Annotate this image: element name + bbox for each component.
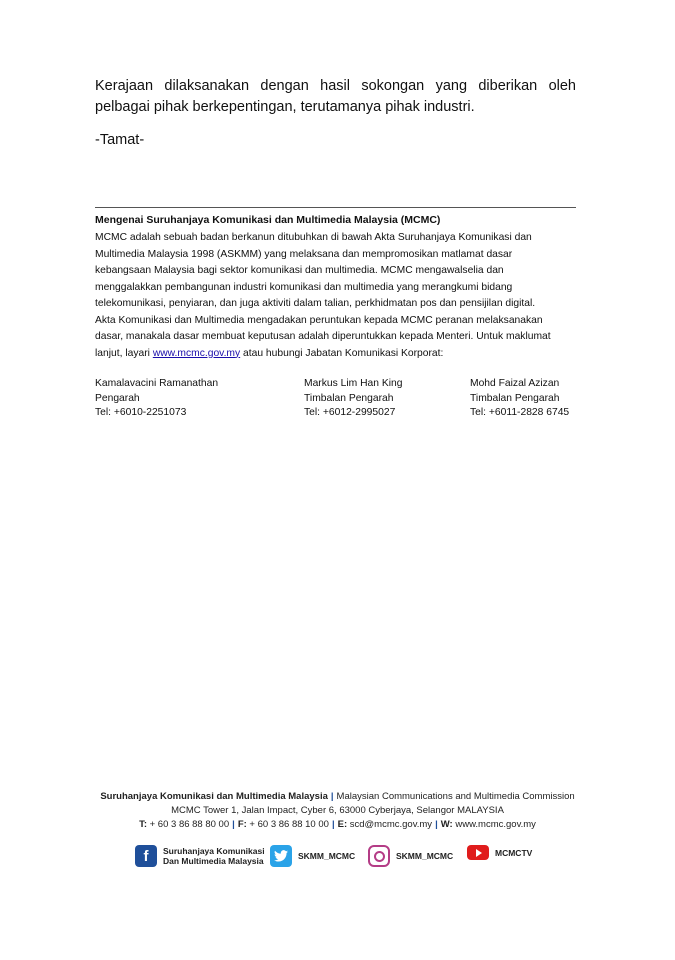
footer-contact-line [0,818,675,832]
social-twitter[interactable] [270,845,355,867]
footer-fax: + 60 3 86 88 10 00 [249,819,329,830]
contact-tel: Tel: +6011-2828 6745 [470,407,570,418]
contact-tel: Tel: +6012-2995027 [304,407,396,418]
social-youtube[interactable] [467,845,532,860]
youtube-icon [467,845,489,860]
about-last-prefix: lanjut, layari [95,347,153,359]
facebook-label [163,846,265,866]
instagram-label: SKMM_MCMC [396,851,454,861]
facebook-label-line2: Dan Multimedia Malaysia [163,856,264,866]
footer-separator: | [435,819,438,830]
contact-role: Timbalan Pengarah [470,392,560,404]
youtube-label: MCMCTV [495,847,533,858]
footer-phone: + 60 3 86 88 80 00 [149,819,230,830]
contact-kamalavacini [95,377,218,421]
email-label: E: [337,819,348,830]
contact-markus [304,377,402,421]
about-line: menggalakkan pembangunan industri komunikasi dan multimedia yang merangkumi bidang [95,281,513,293]
section-divider [95,207,576,208]
contact-tel: Tel: +6010-2251073 [95,407,187,418]
footer-org-line [0,790,675,804]
contact-name: Kamalavacini Ramanathan [95,378,219,389]
about-line: telekomunikasi, penyiaran, dan juga aktiviti dalam talian, perkhidmatan pos dan pensijilan digital. [95,298,536,309]
footer-email: scd@mcmc.gov.my [349,819,433,830]
about-line: Multimedia Malaysia 1998 (ASKMM) yang melaksana dan mempromosikan matlamat dasar [95,248,513,260]
footer-separator: | [331,819,335,830]
letterhead-footer [0,790,675,832]
about-line: Akta Komunikasi dan Multimedia mengadakan peruntukan kepada MCMC peranan melaksanakan [95,314,543,326]
mcmc-website-link[interactable]: www.mcmc.gov.my [152,347,241,359]
facebook-icon: f [135,845,157,867]
footer-address: MCMC Tower 1, Jalan Impact, Cyber 6, 63000 Cyberjaya, Selangor MALAYSIA [171,805,504,816]
intro-paragraph: Kerajaan dilaksanakan dengan hasil sokongan yang diberikan oleh pelbagai pihak berkepentingan, terutamanya pihak industri. [95,78,576,115]
phone-label: T: [139,819,147,830]
about-title: Mengenai Suruhanjaya Komunikasi dan Multimedia Malaysia (MCMC) [95,214,441,226]
end-marker: -Tamat- [95,132,145,148]
about-line: dasar, manakala dasar membuat keputusan adalah diperuntukkan kepada Menteri. Untuk maklumat [95,331,551,342]
contact-role: Timbalan Pengarah [304,392,394,404]
about-line: kebangsaan Malaysia bagi sektor komunikasi dan multimedia. MCMC mengawalselia dan [95,265,504,276]
contact-name: Markus Lim Han King [304,378,403,389]
footer-org-english: Malaysian Communications and Multimedia Commission [336,791,575,802]
twitter-label: SKMM_MCMC [298,851,356,861]
social-instagram[interactable] [368,845,453,867]
fax-label: F: [237,819,247,830]
contact-faizal [470,377,569,421]
footer-separator: | [232,819,235,830]
contact-role: Pengarah [95,392,140,404]
about-body [95,230,576,362]
web-label: W: [440,819,453,830]
about-last-suffix: atau hubungi Jabatan Komunikasi Korporat: [240,347,444,359]
twitter-icon [270,845,292,867]
facebook-label-line1: Suruhanjaya Komunikasi [163,846,265,856]
footer-separator: | [330,791,334,802]
footer-web: www.mcmc.gov.my [455,819,536,830]
contact-name: Mohd Faizal Azizan [470,378,560,389]
about-last-line [95,346,576,363]
social-facebook[interactable] [135,845,265,867]
instagram-icon [368,845,390,867]
about-line: MCMC adalah sebuah badan berkanun ditubuhkan di bawah Akta Suruhanjaya Komunikasi dan [95,232,532,243]
footer-org-malay: Suruhanjaya Komunikasi dan Multimedia Malaysia [100,791,328,802]
